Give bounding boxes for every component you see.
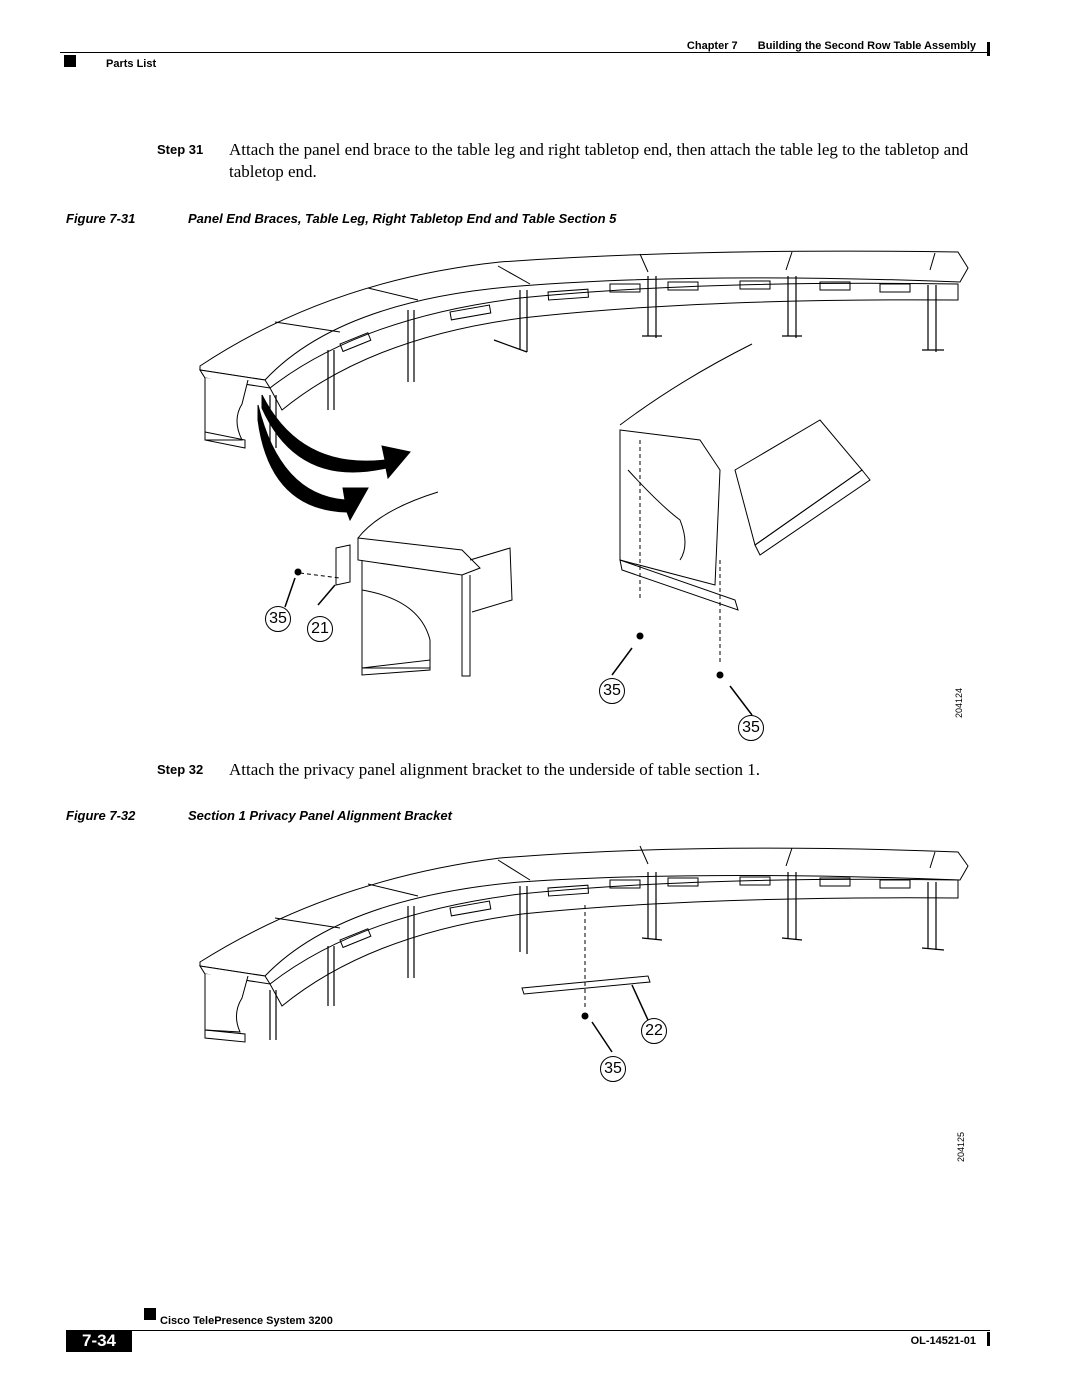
page-number: 7-34: [81, 1331, 117, 1350]
figure-7-31-title: Panel End Braces, Table Leg, Right Tabletop End and Table Section 5: [188, 211, 617, 226]
chapter-number: Chapter 7: [686, 40, 738, 52]
figure-7-31-id: 204124: [954, 687, 964, 718]
figure-7-31-number: Figure 7-31: [66, 211, 136, 226]
footer-product: Cisco TelePresence System 3200: [160, 1315, 333, 1327]
chapter-title: Building the Second Row Table Assembly: [757, 40, 976, 52]
step-31-text: Attach the panel end brace to the table leg and right tabletop end, then attach the table leg to the tabletop and tabletop end.: [229, 140, 969, 181]
figure-7-32-id: 204125: [956, 1131, 966, 1162]
figure-7-32-callout-22: 22: [641, 1018, 667, 1044]
figure-7-32-title: Section 1 Privacy Panel Alignment Bracket: [188, 808, 452, 823]
figure-7-31-callout-35-a: 35: [265, 606, 291, 632]
footer-marker-square: [144, 1308, 156, 1320]
figure-7-31-callout-35-c: 35: [738, 715, 764, 741]
figure-7-31-callout-35-b: 35: [599, 678, 625, 704]
header-section: Parts List: [106, 58, 157, 70]
step-32-label: Step 32: [157, 762, 204, 777]
step-31-label: Step 31: [157, 142, 204, 157]
step-32-text: Attach the privacy panel alignment bracket to the underside of table section 1.: [229, 760, 761, 779]
footer-rule: [132, 1330, 990, 1331]
figure-7-32-number: Figure 7-32: [66, 808, 136, 823]
figure-7-32-callout-35: 35: [600, 1056, 626, 1082]
figure-7-31-callout-21: 21: [307, 616, 333, 642]
footer-doc-number: OL-14521-01: [910, 1335, 976, 1347]
footer-right-bar: [987, 1332, 990, 1346]
